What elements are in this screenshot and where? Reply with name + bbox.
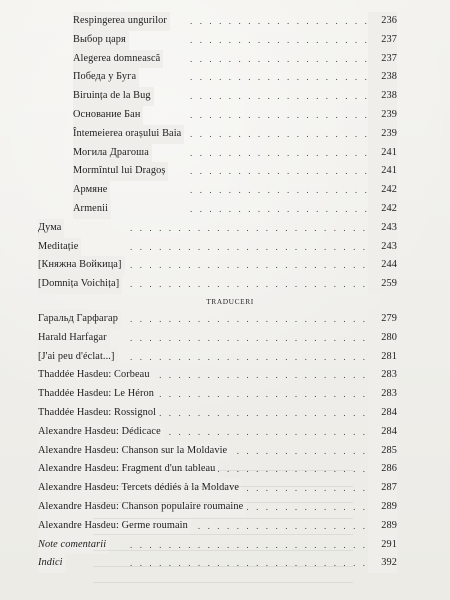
toc-entry-title: Армяне <box>73 181 110 200</box>
toc-entry-page-number: 392 <box>368 554 397 573</box>
toc-entry-title: Harald Harfagar <box>38 329 110 348</box>
toc-entry-title: Могила Драгоша <box>73 144 152 163</box>
toc-entry-title: Mormîntul lui Dragoș <box>73 162 168 181</box>
dot-leader <box>190 144 368 163</box>
dot-leader <box>130 275 368 294</box>
toc-entry-title: Гаральд Гарфагар <box>38 310 121 329</box>
toc-entry-title: Indici <box>38 554 66 573</box>
toc-entry <box>0 68 450 87</box>
dot-leader <box>130 256 368 275</box>
toc-entry-title: [J'ai peu d'éclat...] <box>38 348 118 367</box>
toc-entry <box>0 144 450 163</box>
toc-entry-title: Победа у Буга <box>73 68 139 87</box>
toc-entry <box>0 219 450 238</box>
toc-entry <box>0 256 450 275</box>
toc-entry-title: Выбор царя <box>73 31 129 50</box>
toc-entry <box>0 348 450 367</box>
toc-entry-page-number: 238 <box>368 68 397 87</box>
toc-entry <box>0 162 450 181</box>
toc-entry-title: Note comentarii <box>38 536 109 555</box>
toc-entry-page-number: 289 <box>368 517 397 536</box>
toc-entry-page-number: 287 <box>368 479 397 498</box>
toc-entry-page-number: 281 <box>368 348 397 367</box>
dot-leader <box>130 366 368 385</box>
toc-entry-page-number: 237 <box>368 31 397 50</box>
dot-leader <box>190 31 368 50</box>
toc-entry-title: Alexandre Hasdeu: Chanson sur la Moldavie <box>38 442 230 461</box>
toc-entry-title: Întemeierea orașului Baia <box>73 125 184 144</box>
dot-leader <box>130 329 368 348</box>
dot-leader <box>190 87 368 106</box>
dot-leader <box>130 238 368 257</box>
toc-entry-title: Alexandre Hasdeu: Germe roumain <box>38 517 191 536</box>
dot-leader <box>190 200 368 219</box>
toc-entry-title: Armenii <box>73 200 111 219</box>
dot-leader <box>190 106 368 125</box>
section-heading <box>0 294 450 310</box>
toc-entry-page-number: 284 <box>368 404 397 423</box>
toc-entry-page-number: 280 <box>368 329 397 348</box>
toc-entry-page-number: 289 <box>368 498 397 517</box>
toc-entry <box>0 87 450 106</box>
toc-entry-page-number: 237 <box>368 50 397 69</box>
toc-entry-page-number: 241 <box>368 144 397 163</box>
toc-entry-page-number: 244 <box>368 256 397 275</box>
toc-entry-page-number: 238 <box>368 87 397 106</box>
toc-entry-page-number: 242 <box>368 181 397 200</box>
toc-entry <box>0 366 450 385</box>
toc-entry <box>0 329 450 348</box>
toc-entry-title: Respingerea ungurilor <box>73 12 170 31</box>
toc-entry <box>0 423 450 442</box>
toc-entry-title: Alexandre Hasdeu: Tercets dédiés à la Moldave <box>38 479 242 498</box>
toc-entry-page-number: 239 <box>368 106 397 125</box>
toc-entry-page-number: 285 <box>368 442 397 461</box>
toc-entry-title: Biruința de la Bug <box>73 87 154 106</box>
toc-entry <box>0 31 450 50</box>
toc-entry <box>0 385 450 404</box>
toc-entry-title: Meditație <box>38 238 81 257</box>
toc-entry-title: [Domnița Voichița] <box>38 275 122 294</box>
toc-entry-page-number: 283 <box>368 385 397 404</box>
toc-entry-title: Thaddée Hasdeu: Le Héron <box>38 385 157 404</box>
toc-entry <box>0 181 450 200</box>
dot-leader <box>130 404 368 423</box>
dot-leader <box>190 68 368 87</box>
toc-entry-page-number: 283 <box>368 366 397 385</box>
toc-entry-page-number: 286 <box>368 460 397 479</box>
toc-entry-title: Основание Бан <box>73 106 143 125</box>
toc-entry-page-number: 239 <box>368 125 397 144</box>
dot-leader <box>130 310 368 329</box>
toc-entry-page-number: 243 <box>368 238 397 257</box>
toc-entry <box>0 50 450 69</box>
dot-leader <box>190 181 368 200</box>
toc-entry-title: Alexandre Hasdeu: Chanson populaire roumaine <box>38 498 246 517</box>
toc-entries-upper <box>0 12 450 294</box>
toc-entry-page-number: 242 <box>368 200 397 219</box>
dot-leader <box>190 50 368 69</box>
toc-entry-page-number: 241 <box>368 162 397 181</box>
toc-entry-page-number: 236 <box>368 12 397 31</box>
toc-entry-title: [Княжна Войкица] <box>38 256 125 275</box>
toc-entry-page-number: 291 <box>368 536 397 555</box>
toc-entry-page-number: 284 <box>368 423 397 442</box>
toc-entry-page-number: 243 <box>368 219 397 238</box>
toc-entry-title: Alegerea domnească <box>73 50 163 69</box>
toc-entry <box>0 200 450 219</box>
toc-entry <box>0 310 450 329</box>
dot-leader <box>130 348 368 367</box>
toc-entry-title: Дума <box>38 219 64 238</box>
toc-entry-title: Alexandre Hasdeu: Dédicace <box>38 423 164 442</box>
toc-entry-title: Thaddée Hasdeu: Corbeau <box>38 366 153 385</box>
toc-entry-page-number: 279 <box>368 310 397 329</box>
toc-entry <box>0 275 450 294</box>
toc-entry <box>0 106 450 125</box>
section-heading-label: TRADUCERI <box>206 296 254 306</box>
toc-entry <box>0 12 450 31</box>
toc-entry <box>0 404 450 423</box>
toc-entry <box>0 238 450 257</box>
dot-leader <box>190 12 368 31</box>
bleed-through-text <box>93 455 353 590</box>
dot-leader <box>130 385 368 404</box>
toc-entry-title: Thaddée Hasdeu: Rossignol <box>38 404 159 423</box>
toc-entry <box>0 125 450 144</box>
dot-leader <box>190 125 368 144</box>
toc-entry-page-number: 259 <box>368 275 397 294</box>
dot-leader <box>130 423 368 442</box>
dot-leader <box>130 219 368 238</box>
toc-entry-title: Alexandre Hasdeu: Fragment d'un tableau <box>38 460 218 479</box>
dot-leader <box>190 162 368 181</box>
